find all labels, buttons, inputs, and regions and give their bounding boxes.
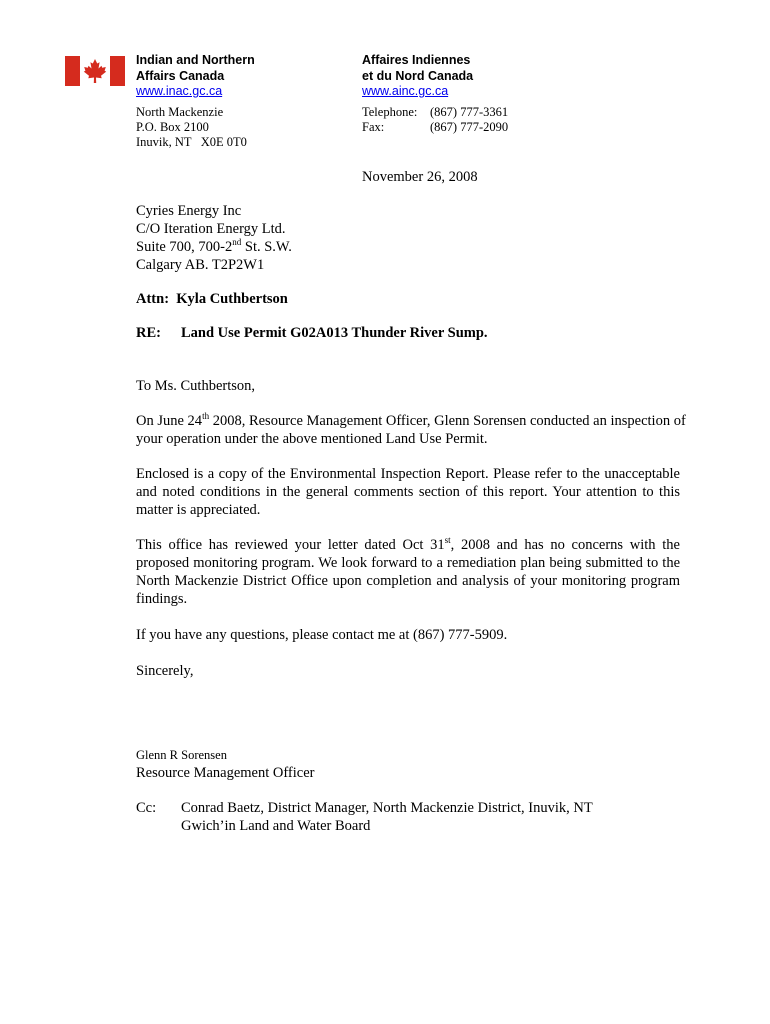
fax-number: (867) 777-2090 bbox=[430, 120, 509, 134]
re-subject: Land Use Permit G02A013 Thunder River Sump. bbox=[181, 325, 488, 341]
signer-title: Resource Management Officer bbox=[136, 765, 315, 781]
telephone-label: Telephone: bbox=[362, 105, 418, 119]
office-line-2: P.O. Box 2100 bbox=[136, 120, 209, 134]
cc-line-2: Gwich’in Land and Water Board bbox=[181, 818, 371, 834]
canada-flag-icon bbox=[65, 56, 125, 86]
cc-line-1: Conrad Baetz, District Manager, North Mackenzie District, Inuvik, NT bbox=[181, 800, 593, 816]
salutation: To Ms. Cuthbertson, bbox=[136, 378, 256, 394]
closing: Sincerely, bbox=[136, 663, 194, 679]
recipient-line-1: Cyries Energy Inc bbox=[136, 203, 242, 219]
department-line-1-fr: Affaires Indiennes bbox=[362, 53, 471, 67]
office-contact bbox=[362, 105, 508, 135]
fax-label: Fax: bbox=[362, 120, 385, 134]
website-link-english[interactable]: www.inac.gc.ca bbox=[136, 84, 223, 98]
department-line-1: Indian and Northern bbox=[136, 53, 255, 67]
paragraph-3: This office has reviewed your letter dated Oct 31st, 2008 and has no concerns with the proposed monitoring program. We look forward to a remediation plan being submitted to the North Mackenzie District Office upon completion and analysis of your monitoring program findings. bbox=[136, 535, 680, 607]
signer-name: Glenn R Sorensen bbox=[136, 748, 227, 762]
paragraph-1: On June 24th 2008, Resource Management Officer, Glenn Sorensen conducted an inspection of your operation under the above mentioned Land Use Permit. bbox=[136, 411, 686, 447]
recipient-line-2: C/O Iteration Energy Ltd. bbox=[136, 221, 286, 237]
department-name-french bbox=[362, 52, 473, 84]
re-label: RE: bbox=[136, 325, 161, 341]
attention-line: Attn: Kyla Cuthbertson bbox=[136, 291, 288, 307]
paragraph-4: If you have any questions, please contact me at (867) 777-5909. bbox=[136, 627, 508, 643]
cc-label: Cc: bbox=[136, 800, 157, 816]
department-name-english bbox=[136, 52, 255, 84]
recipient-line-3: Suite 700, 700-2nd St. S.W. bbox=[136, 237, 292, 255]
paragraph-2: Enclosed is a copy of the Environmental Inspection Report. Please refer to the unacceptable and noted conditions in the general comments section of this report. Your attention to this matter is appreciated. bbox=[136, 466, 680, 518]
department-line-2-fr: et du Nord Canada bbox=[362, 69, 474, 83]
office-address bbox=[136, 105, 247, 150]
website-link-french[interactable]: www.ainc.gc.ca bbox=[362, 84, 449, 98]
recipient-address bbox=[136, 202, 292, 274]
recipient-line-4: Calgary AB. T2P2W1 bbox=[136, 257, 265, 273]
cc-list bbox=[181, 799, 593, 835]
telephone-number: (867) 777-3361 bbox=[430, 105, 509, 119]
letter-date: November 26, 2008 bbox=[362, 169, 478, 185]
office-line-1: North Mackenzie bbox=[136, 105, 224, 119]
department-line-2: Affairs Canada bbox=[136, 69, 225, 83]
office-line-3: Inuvik, NT X0E 0T0 bbox=[136, 135, 247, 149]
